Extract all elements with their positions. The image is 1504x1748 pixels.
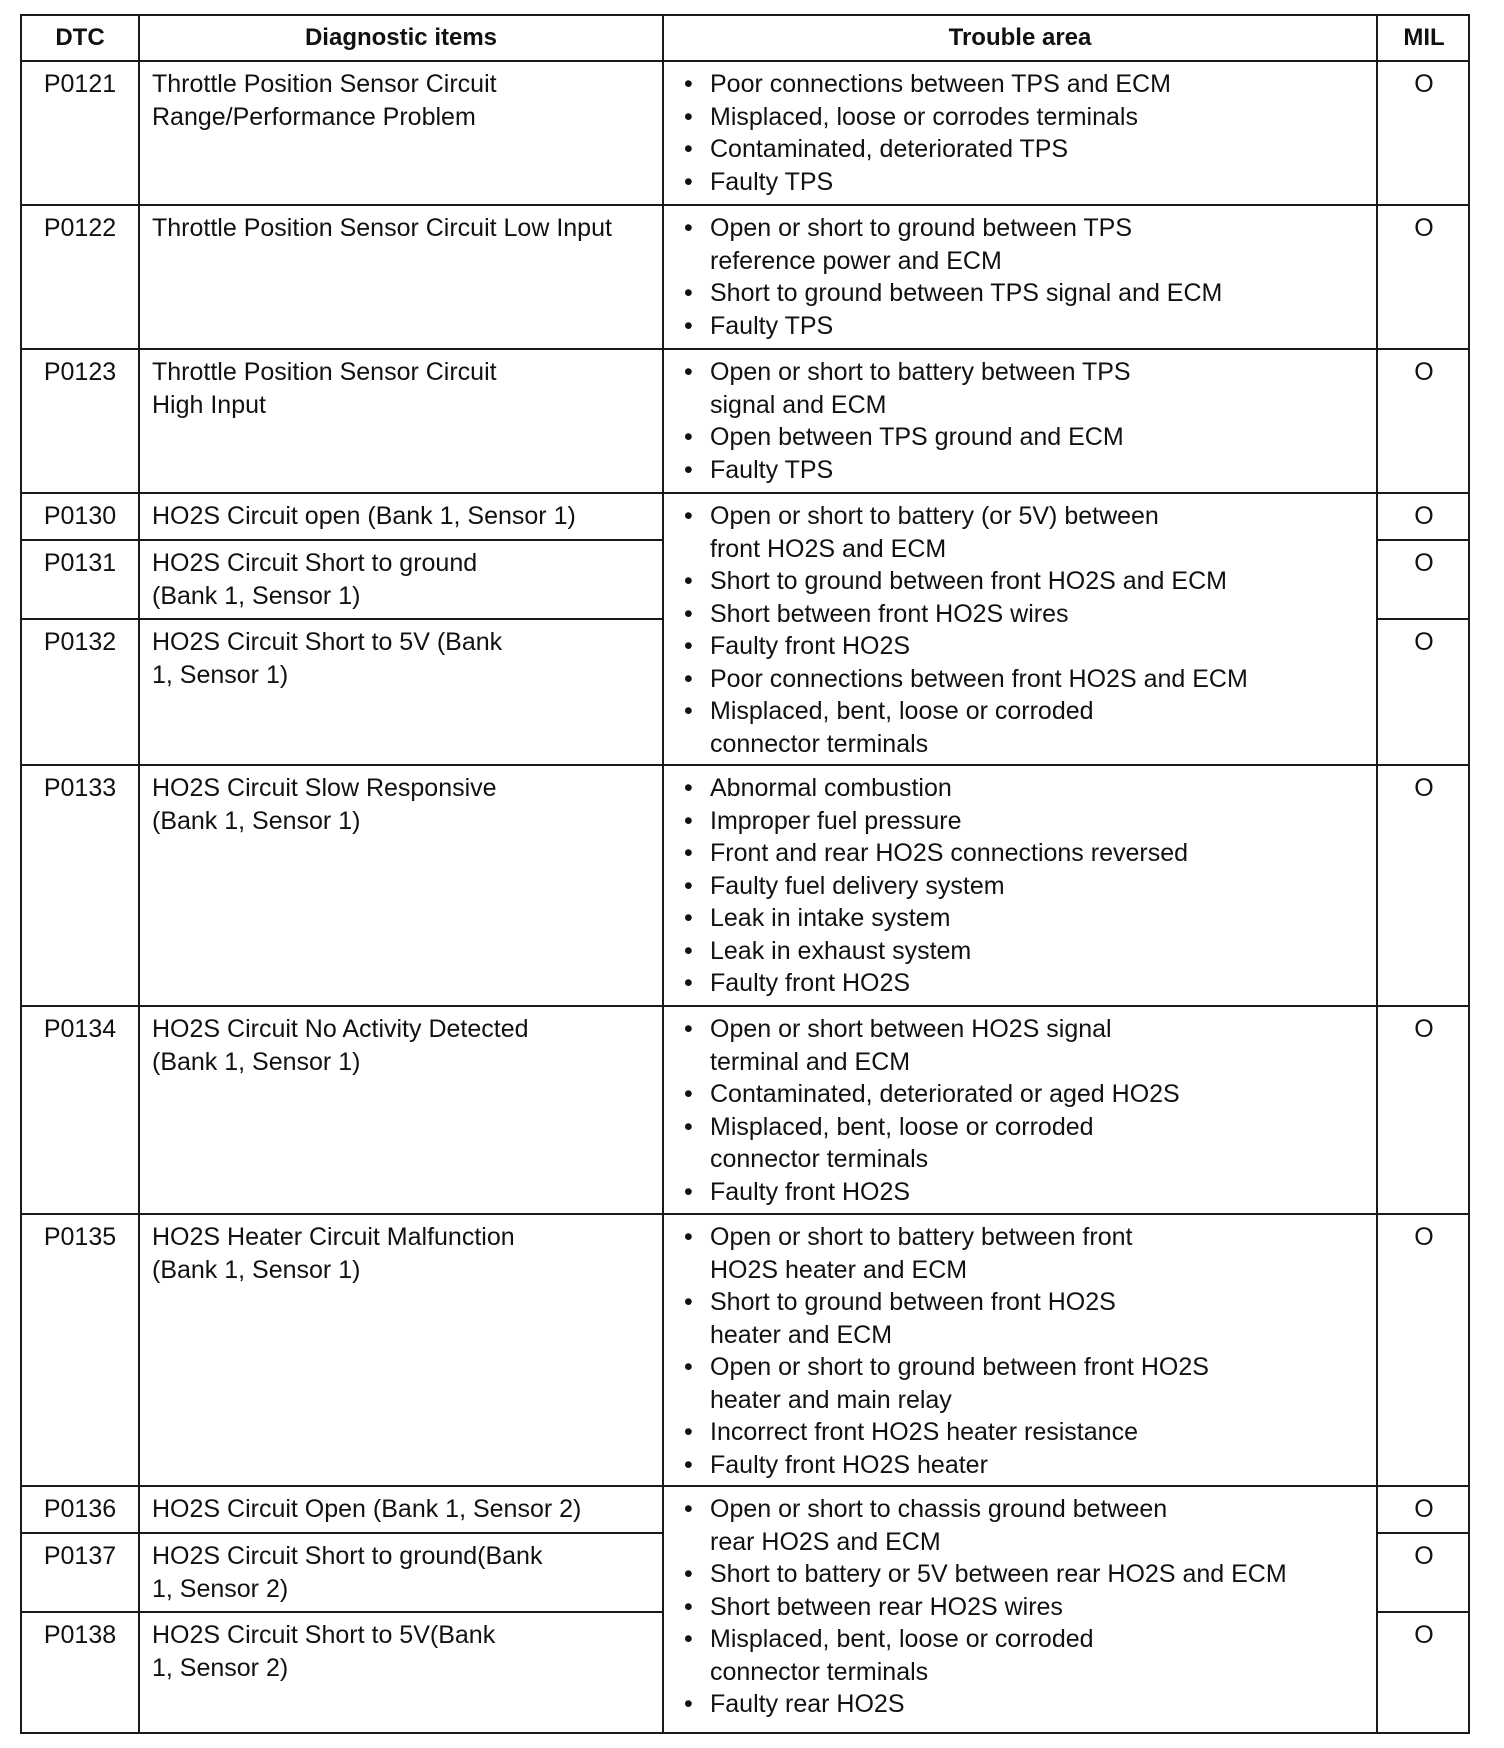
trouble-item: • Faulty TPS [674,454,1364,487]
trouble-item: • Open or short to ground between front HO2S heater and main relay [674,1351,1364,1416]
trouble-item: • Open or short to battery between front HO2S heater and ECM [674,1221,1364,1286]
trouble-item: • Poor connections between front HO2S and ECM [674,663,1364,696]
row-divider [22,764,1468,766]
row-divider [22,60,1468,62]
mil-indicator: O [1414,502,1434,530]
diagnostic-item: Throttle Position Sensor Circuit High Input [152,358,497,419]
diagnostic-item: HO2S Circuit Open (Bank 1, Sensor 2) [152,1495,582,1523]
mil-indicator: O [1414,774,1434,802]
trouble-item: • Faulty TPS [674,310,1364,343]
column-divider [138,16,140,1732]
row-divider [22,1213,1468,1215]
trouble-item: • Open or short to ground between TPS reference power and ECM [674,212,1364,277]
row-divider [22,1611,662,1613]
diagnostic-item: HO2S Circuit Short to 5V(Bank 1, Sensor 2) [152,1621,496,1682]
dtc-code: P0133 [43,774,117,802]
dtc-code: P0134 [43,1015,117,1043]
trouble-item: • Misplaced, bent, loose or corroded connector terminals [674,1623,1374,1688]
row-divider [22,1005,1468,1007]
row-divider [1376,1532,1468,1534]
dtc-code: P0130 [43,502,117,530]
row-divider [22,348,1468,350]
trouble-item: • Short between rear HO2S wires [674,1591,1374,1624]
trouble-area-list [674,1493,1374,1721]
row-divider [22,618,662,620]
dtc-code: P0135 [43,1223,117,1251]
trouble-item: • Contaminated, deteriorated TPS [674,133,1364,166]
diagnostic-item: HO2S Heater Circuit Malfunction (Bank 1, Sensor 1) [152,1223,515,1284]
mil-indicator: O [1414,1495,1434,1523]
header-diagnostic-items: Diagnostic items [304,24,498,51]
dtc-code: P0138 [43,1621,117,1649]
trouble-item: • Leak in intake system [674,902,1364,935]
trouble-item: • Contaminated, deteriorated or aged HO2S [674,1078,1364,1111]
column-divider [662,16,664,1732]
trouble-item: • Short between front HO2S wires [674,598,1364,631]
diagnostic-item: HO2S Circuit Slow Responsive (Bank 1, Sensor 1) [152,774,497,835]
diagnostic-item: HO2S Circuit Short to ground(Bank 1, Sensor 2) [152,1542,543,1603]
trouble-area-list [674,68,1364,198]
trouble-item: • Short to ground between front HO2S and ECM [674,565,1364,598]
mil-indicator: O [1414,628,1434,656]
diagnostic-item: HO2S Circuit Short to ground (Bank 1, Sensor 1) [152,549,478,610]
trouble-item: • Open or short to battery (or 5V) between front HO2S and ECM [674,500,1364,565]
trouble-item: • Faulty TPS [674,166,1364,199]
trouble-item: • Abnormal combustion [674,772,1364,805]
row-divider [1376,1611,1468,1613]
mil-indicator: O [1414,214,1434,242]
diagnostic-item: Throttle Position Sensor Circuit Range/Performance Problem [152,70,497,131]
mil-indicator: O [1414,358,1434,386]
trouble-item: • Short to ground between TPS signal and ECM [674,277,1364,310]
diagnostic-item: Throttle Position Sensor Circuit Low Input [152,214,612,242]
row-divider [22,492,1468,494]
trouble-area-list [674,1221,1364,1481]
trouble-item: • Short to battery or 5V between rear HO2S and ECM [674,1558,1374,1591]
trouble-item: • Open or short to battery between TPS signal and ECM [674,356,1364,421]
mil-indicator: O [1414,1223,1434,1251]
dtc-code: P0132 [43,628,117,656]
trouble-area-list [674,1013,1364,1208]
dtc-code: P0122 [43,214,117,242]
trouble-item: • Faulty fuel delivery system [674,870,1364,903]
trouble-item: • Faulty front HO2S [674,967,1364,1000]
trouble-item: • Faulty front HO2S [674,1176,1364,1209]
mil-indicator: O [1414,549,1434,577]
trouble-area-list [674,500,1364,760]
column-divider [1376,16,1378,1732]
dtc-table [20,14,1470,1734]
trouble-item: • Improper fuel pressure [674,805,1364,838]
diagnostic-item: HO2S Circuit Short to 5V (Bank 1, Sensor 1) [152,628,503,689]
row-divider [22,539,662,541]
trouble-item: • Open or short between HO2S signal terminal and ECM [674,1013,1364,1078]
dtc-code: P0137 [43,1542,117,1570]
header-trouble-area: Trouble area [948,24,1092,51]
dtc-code: P0121 [43,70,117,98]
mil-indicator: O [1414,1621,1434,1649]
trouble-item: • Faulty rear HO2S [674,1688,1374,1721]
trouble-item: • Front and rear HO2S connections reversed [674,837,1364,870]
dtc-code: P0131 [43,549,117,577]
mil-indicator: O [1414,1542,1434,1570]
mil-indicator: O [1414,70,1434,98]
trouble-item: • Open between TPS ground and ECM [674,421,1364,454]
trouble-item: • Open or short to chassis ground between rear HO2S and ECM [674,1493,1374,1558]
header-mil: MIL [1403,24,1445,51]
trouble-area-list [674,772,1364,1000]
diagnostic-item: HO2S Circuit open (Bank 1, Sensor 1) [152,502,576,530]
trouble-area-list [674,212,1364,342]
trouble-item: • Leak in exhaust system [674,935,1364,968]
trouble-item: • Faulty front HO2S heater [674,1449,1364,1482]
row-divider [22,1485,1468,1487]
row-divider [1376,539,1468,541]
trouble-item: • Incorrect front HO2S heater resistance [674,1416,1364,1449]
trouble-item: • Misplaced, bent, loose or corroded connector terminals [674,1111,1364,1176]
diagnostic-item: HO2S Circuit No Activity Detected (Bank 1, Sensor 1) [152,1015,529,1076]
trouble-item: • Short to ground between front HO2S heater and ECM [674,1286,1364,1351]
row-divider [1376,618,1468,620]
trouble-item: • Faulty front HO2S [674,630,1364,663]
trouble-item: • Misplaced, bent, loose or corroded connector terminals [674,695,1364,760]
trouble-item: • Poor connections between TPS and ECM [674,68,1364,101]
header-dtc: DTC [55,24,105,51]
trouble-item: • Misplaced, loose or corrodes terminals [674,101,1364,134]
row-divider [22,1532,662,1534]
dtc-code: P0136 [43,1495,117,1523]
mil-indicator: O [1414,1015,1434,1043]
row-divider [22,204,1468,206]
dtc-code: P0123 [43,358,117,386]
trouble-area-list [674,356,1364,486]
